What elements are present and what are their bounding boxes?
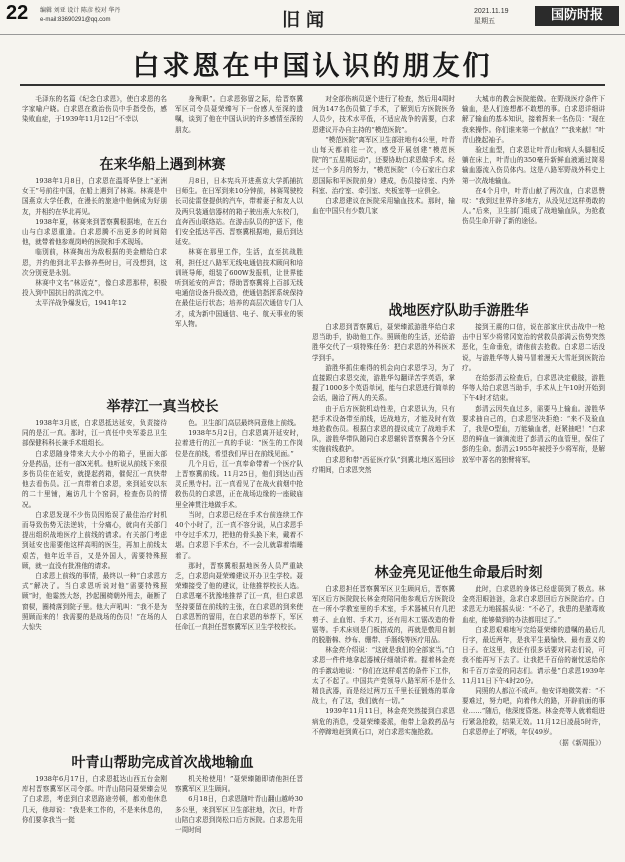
paragraph: 林赛在那里工作，生活，直至抗战胜利，担任过八路军无线电通信技术顾问和培训班导师，组装了600W发报机，让世界能听到延安的声音；帮助晋察冀将上百部无线电通信设备升级改造，使通信指挥系统保持在最佳运行状态；培养的高层次通信专门人才，成为新中国通信、电子、航天事业的领军人物。 [175,248,303,328]
date-line: 2021.11.19 [474,8,509,15]
s1-left [22,176,167,309]
column-left-mid [175,94,303,135]
subheading-ye: 叶青山帮助完成首次战地输血 [71,755,254,771]
s3-left [22,774,167,825]
s4-right [462,322,605,465]
paragraph: 那时，晋察冀根据地医务人员严重缺乏，白求恩向聂荣臻建议开办卫生学校。聂荣臻接受了他的建议，让他推荐校长人选。白求恩毫不犹豫地推荐了江一真，但白求恩坚持要留在前线的主张，在白求恩的到来使白求恩暂的留用，在白求恩的举荐下，军区任命江一真担任晋察冀军区卫生学校校长。 [175,561,303,632]
paragraph: 林金亮介绍说：“这就是我们的全部家当。”白求恩一件件地拿起器械仔细端详着。握着林金亮的手激动地说：“你们在这样艰苦的条件下工作，太了不起了。中国共产党领导八路军所不是什么精良武器，而是经过两万五千里长征锻炼的革命战士，有了这，我们就有一切。” [312,646,455,706]
subheading-jiang: 举荐江一真当校长 [106,399,219,415]
paragraph: 在4个月中，叶青山献了两次血，白求恩赞叹：“我到过世界许多地方，从没见过这样勇敢的人。”后来，卫生部门组成了战地输血队，为抢救伤员生命开辟了新的途径。 [462,186,605,226]
headline: 白求恩在中国认识的朋友们 [132,51,493,82]
s3-right-b [462,94,605,227]
weekday-line: 星期五 [474,18,495,25]
paragraph: 白求恩建议在医院采用输血技术。那时，输血在中国只有少数几家 [312,197,455,216]
paragraph: 彭清云因失血过多，需要马上输血。游胜华要求抽自己的，白求恩坚决拒绝：“来不及验血了，我是O型血，万能输血者，赶紧抽吧！”白求恩的鲜血一滴滴流进了彭清云的血管里，保住了彭的生命。彭清云1955年被授予少将军衔，是解放军中著名的独臂将军。 [462,404,605,464]
paragraph: 1938年3月底，白求恩抵达延安，负责接待同的是江一真。那时，江一真任中央军委总卫生部保健科科长兼手术组组长。 [22,419,167,448]
paragraph: 白求恩随身带来大大小小的箱子，里面大部分是药品，还有一部X光机。他听说从前线下来很多伤员住在延安，就提起药箱，催促江一真快带他去看伤员。江一真带着白求恩，来到延安以东的二十里铺，遍访几十个窑洞，检查伤员的情况。 [22,449,167,509]
paragraph: 此时，白求恩的身体已经虚弱到了极点。林金亮泪眼涟涟，急求白求恩回后方医院治疗。白求恩无力地摇摇头说：“不必了，我患的是脓毒败血症，能够做到的办法都用过了。” [462,585,605,624]
subheading-you: 战地医疗队助手游胜华 [388,303,529,319]
paragraph: 1939年11月11日，林金亮突然接到白求恩病危的消息，受聂荣臻委派，他带上急救药品与不停蹄地赶到黄石口，对白求恩实施抢救。 [312,707,455,736]
headline-rule [20,84,605,86]
intro-paragraph-cont: 身殉职”。白求恩弥留之际，给晋察冀军区司令员聂荣臻写下一份感人至深的遗嘱，谈到了他在中国认识的许多感情至深的朋友。 [175,95,303,134]
paragraph: 当时，白求恩已经在手术台前连续工作40个小时了，江一真不容分说，从白求恩手中夺过手术刀，把他的骨头换下来，戴着不堪。白求恩下手术台，不一会儿就靠着墙睡着了。 [175,510,303,560]
paragraph: “模范医院”离军区卫生部驻地有4公里，叶青山每天都前往一次，感受开展创建“模范医院”的“五星期运动”，还要协助白求恩做手术。经过一个多月的努力，“模范医院”（今石家庄白求恩国际和平医院前身）建成，伤员接待室、内外科室、治疗室、牵引室、夹板室等一应俱全。 [312,135,455,195]
paragraph: 1938年夏，林赛来到晋察冀根据地，在五台山与白求恩重逢。白求恩腾不出更多的时间陪他，就带着他参观岗岭的医院和手术现场。 [22,217,167,247]
paragraph: 同照的人都泣不成声。他安详地微笑着：“不要难过，努力吧，向着伟大的路，开辟前面的事业……”随后，他深度昏迷。林金亮等人就着组进行紧急抢救，结果无效。11月12日凌晨5时许，白求恩停止了呼吸，年仅49岁。 [462,687,605,736]
paragraph: 白求恩发现不少伤员因贻误了最佳治疗时机而导致伤势无法逆转，十分痛心，就向有关部门提出组织战地医疗上前线的请求。有关部门考虑到延安也需要他这样高明的医生，再加上前线太艰苦，他年近半百，又是外国人，需要特殊照顾，就一直没有批准他的请求。 [22,510,167,570]
paragraph: 由于后方医院机动性差，白求恩认为，只有把手术设备带至前线，近战地方，才能及时有效地抢救伤员。根据白求恩的提议成立了战地手术队，游胜华带队随同白求恩辗转晋察冀各个分区实施前线救护。 [312,404,455,454]
paragraph: 太平洋战争爆发后，1941年12 [35,299,127,308]
source-credit: （据《新周报》） [555,739,605,748]
subheading-lindsay: 在来华船上遇到林赛 [99,157,226,173]
email-line: e-mail:83690291@qq.com [40,17,111,23]
s1-right [175,176,303,329]
paragraph: 大城市的教会医院能做。在野战医疗条件下输血，是人们连想都不敢想的事。白求恩详细讲解了输血的基本知识，接着挥来一名伤员：“现在我来操作。你们谁来第一个献血？”“我来献！”叶青山挽起袖子。 [462,95,605,144]
paragraph: 对全部伤病员逐个进行了检查，然后用4周时间为147名伤员做了手术，了解到后方医院医务人员少，技术水平低，不适应战争的需要，白求恩建议开办自主持的“模范医院”。 [312,95,455,134]
paragraph: 几个月后，江一真奉命带着一个医疗队上晋察冀前线。11月25日，他们到达山西灵丘黑寺村。江一真看见了在战火前烟中抢救伤员的白求恩，正在战场边缘的一座破庙里全神贯注地做手术。 [175,459,303,509]
editor-line: 编辑 刘亚 设计 陈彦 校对 华丹 [40,8,121,14]
s5-right [462,584,605,747]
paragraph: 林赛中文名“林迈克”，像白求恩那样，积极投入到中国抗日的洪流之中。 [22,279,167,298]
paragraph: 游胜华抓住难得的机会向白求恩学习，为了直接跟白求恩交流，游胜华勾翻译苦学英语，掌握了1000多个英语单词，能与白求恩进行简单的会话，融洽了两人的关系。 [312,363,455,403]
paragraph: 白求恩担任晋察冀军区卫生顾问后，晋察冀军区后方医院院长林金亮陪同他参观后方医院设在一所小学教室里的手术室，手术器械只有几把剪子、止血钳、手术刀，还有用木工锯改造的骨锯等。手术床则是门板搭成的，再就是敷用自制的脱脂棉、纱布、绷带、手肠线等医疗用品。 [312,585,455,645]
section-title: 旧闻 [282,10,330,31]
newspaper-logo: 国防时报 [535,6,619,26]
issue-date [474,7,509,27]
paragraph: 机关枪使用！”聂荣臻随即请他担任晋察冀军区卫生顾问。 [175,775,303,794]
paragraph: 6月18日，白求恩随叶青山翻山越岭30多公里，来到军区卫生部驻地，次日，叶青山陪白求恩到岗松口后方医院。白求恩先用一周时间 [175,795,303,835]
s2-left [22,418,167,632]
editor-info [40,7,120,25]
paragraph: 色。卫生部门高层最终同意他上前线。 [188,419,301,427]
column-left [22,94,167,125]
paragraph: 1938年6月17日，白求恩抵达山西五台金刚库村晋察冀军区司令部。叶青山陪同聂荣臻会见了白求恩，考虑到白求恩路途劳顿，都劝他休息几天，他却说：“我是来工作的，不是来休息的，你们要拿我当一挺 [22,775,167,824]
paragraph: 1938年1月8日，白求恩在温哥华登上“亚洲女王”号前往中国，在船上遇到了林赛。林赛是中国燕京大学任教，在漫长的旅途中他俩成为好朋友，并相约在华北再见。 [22,177,167,216]
paragraph: 白求恩上前线的事情，最终以一种“白求恩方式”解决了。当白求恩听说对他“需要特殊照顾”时，他霎然大怒，抄起圈椅朝外甩去，砸断了窗棂，圈椅落到院子里。他大声吼叫：“我不是为照顾而来的！我需要的是战场的伤员！”在场的人大惊失 [22,572,167,632]
paragraph: 白求恩艰难地写完给聂荣臻的遗嘱的最后几行字，最近两年，是我平生最愉快、最有意义的日子。在这里，我还有很多话要对同志们说，可我不能再写下去了。让我把千百倍的谢忱送给你和千百万亲爱的同志们。请示曼”白求恩1939年11月11日下午4时20分。 [462,625,605,685]
paragraph: 白求恩到晋察冀后，聂荣臻派游胜华给白求恩当助手，协助他工作。照顾他的生活，还给游胜华交代了一项特殊任务：把白求恩的外科医术学到手。 [312,323,455,362]
intro-paragraph: 毛泽东的名篇《纪念白求恩》，使白求恩的名字家喻户晓。白求恩在救治伤员中手指受伤，感染败血症，于1939年11月12日“不幸以 [22,95,167,124]
paragraph: 临别前，林赛掏出为敌根据的美金赠给白求恩，并约他到北平去修养些时日，可没想到，这次分别竟是永别。 [22,248,167,277]
paragraph: 白求恩和带“西征医疗队”到冀北地区巡回诊疗期间，白求恩突然 [312,455,455,474]
page-header [0,0,625,35]
paragraph: 月8日，日本宪兵开进燕京大学抓捕抗日师生。在日军到来10分钟前，林赛驾驶校长司徒雷登提供的汽车，带着妻子和友人以及两只装通信器材的箱子驶出燕大东校门，直奔西山联络站。在游击队员的护送下，他们安全抵达平西、晋察冀根据地，最后到达延安。 [175,177,303,247]
s5-left [312,584,455,737]
paragraph: 接到王震的口信，说在部家庄伏击战中一枪击中日军少将常冈宽治的营救员部满云伤势突然恶化，生命垂危，请他前去抢救。白求恩二话没说，与游胜华等人骑马冒着漫天大雪赶到医院治疗。 [462,323,605,372]
paragraph: 在给彭清云检查后，白求恩决定截肢，游胜华等人给白求恩当助手，手术从上午10时开始到下午4时才结束。 [462,374,605,403]
s4-left [312,322,455,475]
paragraph: 1938年5月2日，白求恩离开延安时，拉着进行的江一真的手说：“医生的工作岗位是在前线，希望我们早日在前线见面。” [175,429,303,458]
subheading-lin: 林金亮见证他生命最后时刻 [374,565,543,581]
page-number: 22 [6,2,29,24]
s3-mid [175,774,303,835]
s3-right-a [312,94,455,216]
paragraph: 验过血型，白求恩让叶青山和病人头脚相反躺在床上，叶青山的350毫升新鲜血液通过简易输血器流入伤员体内。这是八路军野战外科史上第一次战地输血。 [462,146,605,185]
s2-right [175,418,303,632]
